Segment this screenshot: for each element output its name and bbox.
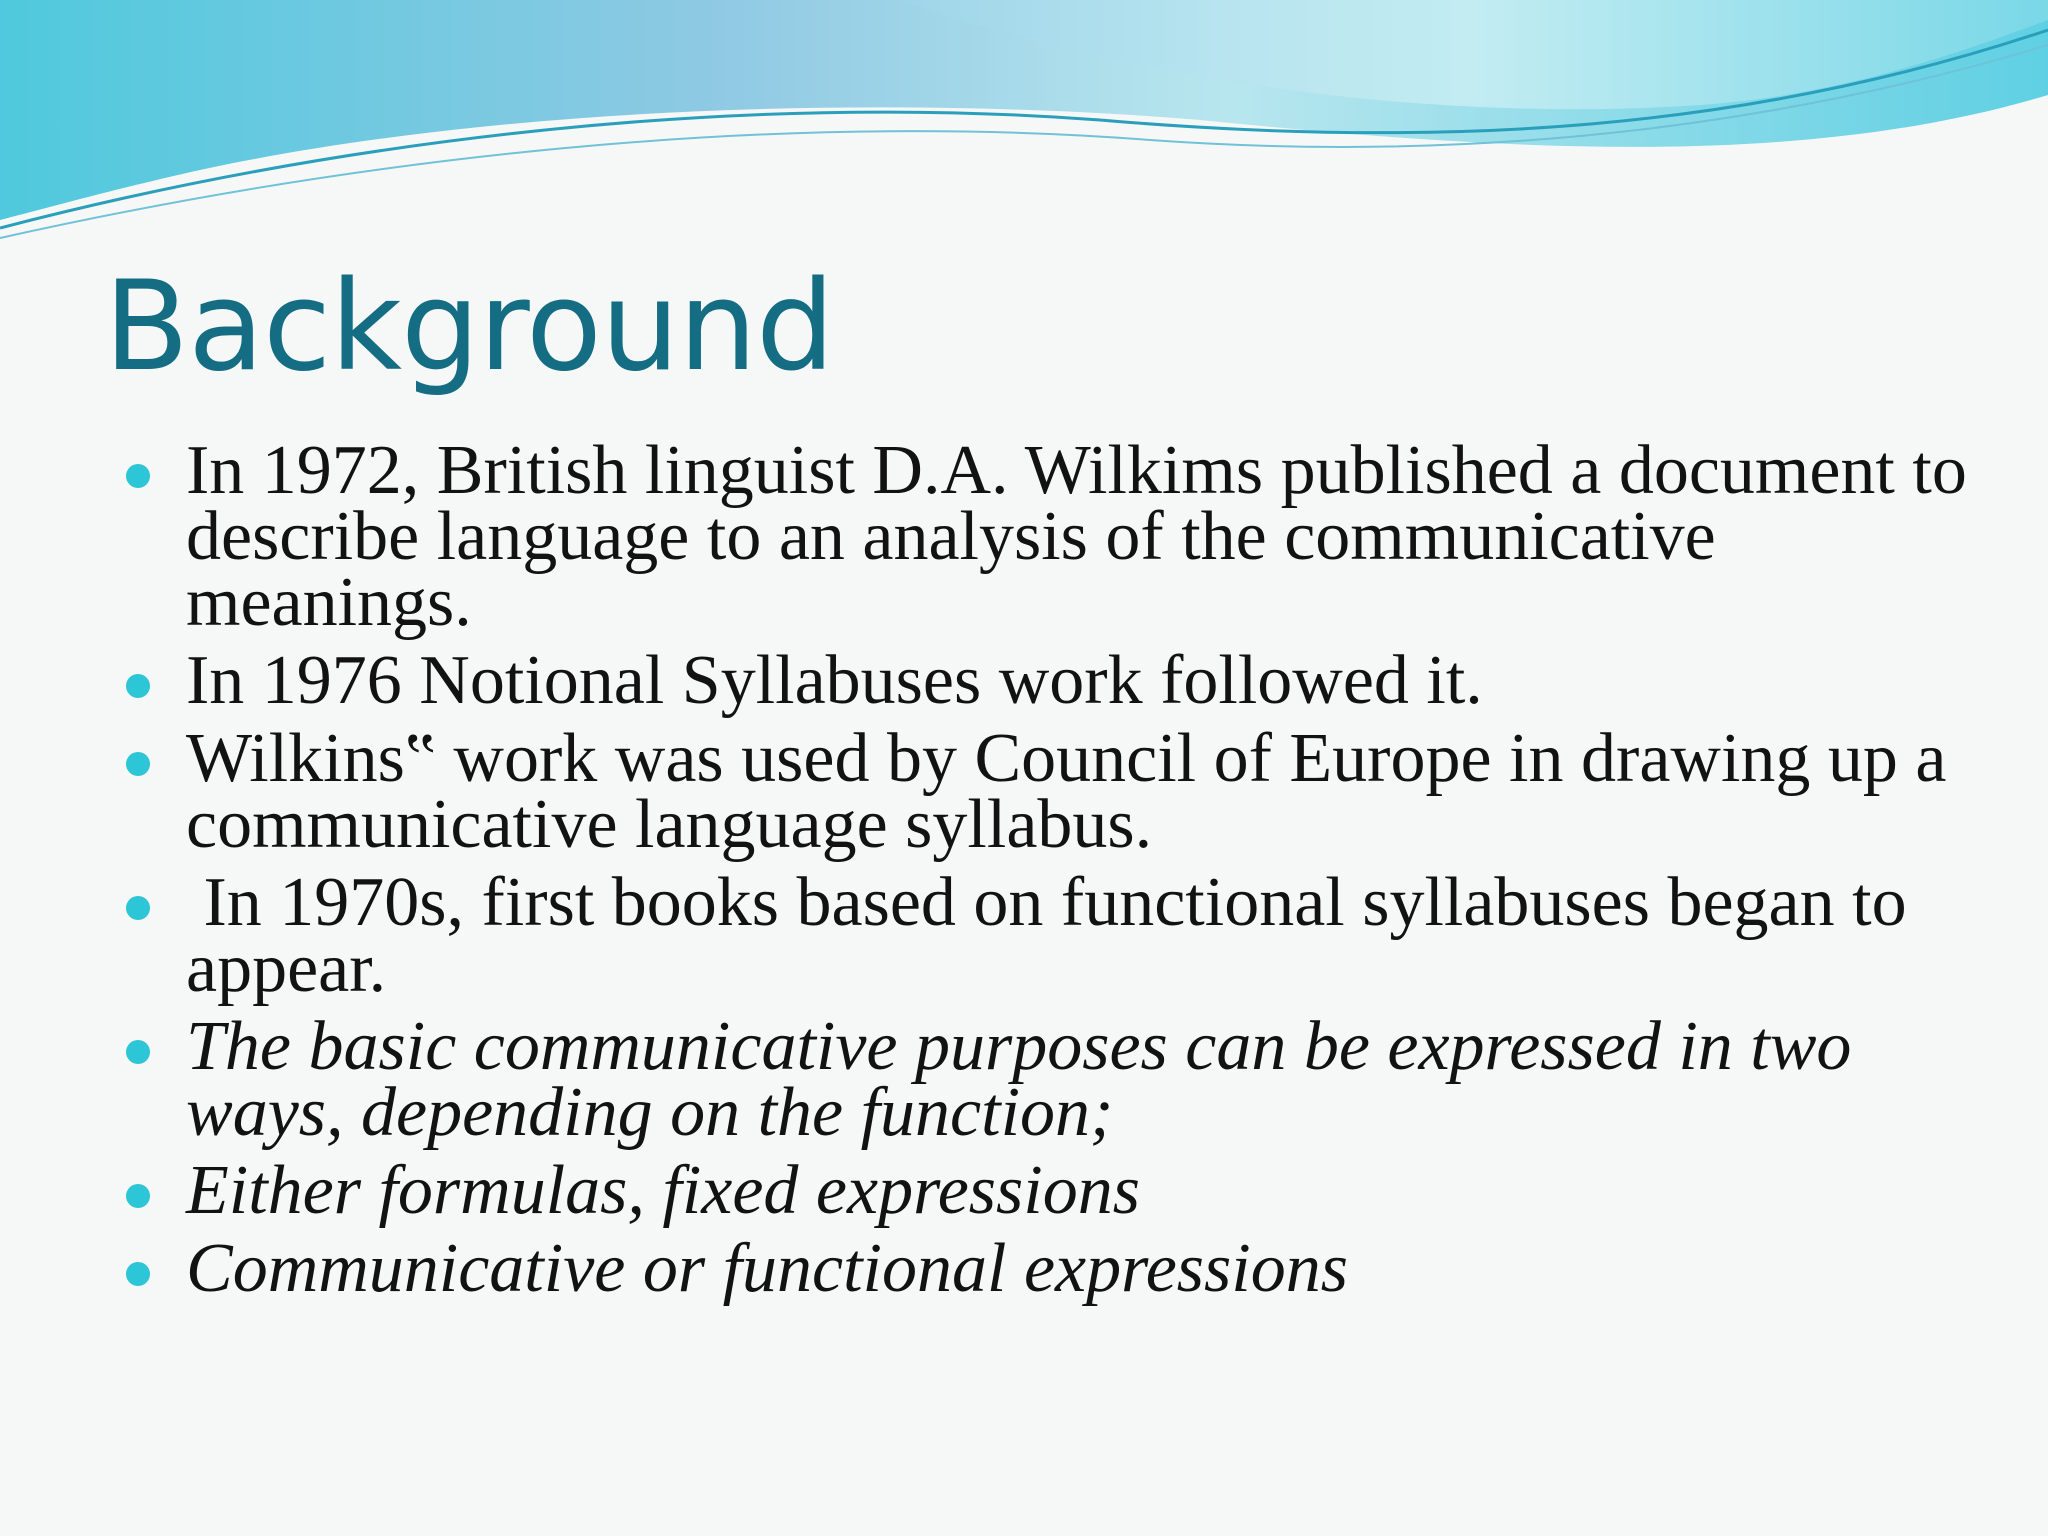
bullet-dot-icon xyxy=(126,674,150,698)
bullet-dot-icon xyxy=(126,1262,150,1286)
bullet-dot-icon xyxy=(126,1040,150,1064)
bullet-dot-icon xyxy=(126,1184,150,1208)
bullet-text: The basic communicative purposes can be expressed in two ways, depending on the function; xyxy=(186,1008,1852,1151)
header-wave-decoration xyxy=(0,0,2048,260)
bullet-item xyxy=(126,1230,2006,1307)
bullet-list xyxy=(126,432,2006,1314)
bullet-item xyxy=(126,1008,2006,1151)
bullet-dot-icon xyxy=(126,752,150,776)
bullet-item xyxy=(126,432,2006,641)
bullet-text: Communicative or functional expressions xyxy=(186,1230,1348,1307)
bullet-text: In 1970s, first books based on functional syllabuses began to appear. xyxy=(186,864,1925,1007)
bullet-item xyxy=(126,1152,2006,1229)
bullet-item xyxy=(126,720,2006,863)
bullet-item xyxy=(126,864,2006,1007)
bullet-text: In 1972, British linguist D.A. Wilkims published a document to describe language to an analysis of the communicative meanings. xyxy=(186,432,1967,641)
bullet-dot-icon xyxy=(126,896,150,920)
bullet-text: Either formulas, fixed expressions xyxy=(186,1152,1140,1229)
bullet-item xyxy=(126,642,2006,719)
slide-title: Background xyxy=(104,255,834,399)
bullet-text: Wilkins‟ work was used by Council of Europe in drawing up a communicative language syllabus. xyxy=(186,720,1947,863)
bullet-dot-icon xyxy=(126,464,150,488)
bullet-text: In 1976 Notional Syllabuses work followed it. xyxy=(186,642,1483,719)
